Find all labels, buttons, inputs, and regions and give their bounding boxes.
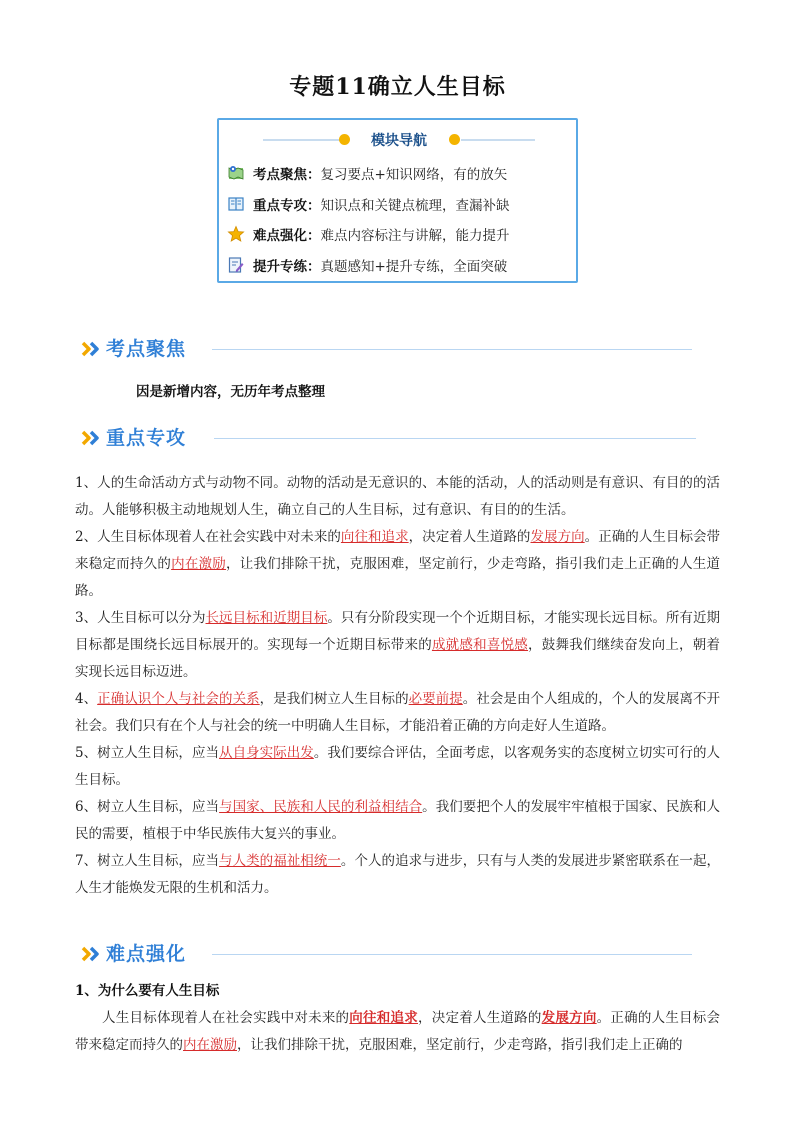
text: 人生目标体现着人在社会实践中对未来的 bbox=[102, 1010, 350, 1026]
double-chevron-icon bbox=[80, 944, 102, 964]
nav-item-key: 难点强化： bbox=[253, 228, 321, 244]
section-header-key-points bbox=[78, 421, 696, 455]
key-point-3 bbox=[75, 605, 720, 686]
section-title: 重点专攻 bbox=[106, 427, 187, 449]
highlight: 发展方向 bbox=[530, 529, 585, 545]
highlight: 内在激励 bbox=[171, 556, 227, 572]
nav-item-practice bbox=[227, 254, 507, 276]
section-divider bbox=[214, 438, 696, 439]
module-nav-box bbox=[217, 118, 578, 283]
text: ，决定着人生道路的 bbox=[408, 529, 531, 545]
key-point-7 bbox=[75, 848, 720, 902]
nav-item-key-points bbox=[227, 193, 510, 215]
nav-item-desc: 真题感知+提升专练，全面突破 bbox=[320, 259, 508, 275]
text: 。我们要把个人的发展牢牢植根于国家、民族和人民的需要，植根于中华民族伟大复兴的事业。 bbox=[75, 799, 721, 842]
key-point-4 bbox=[75, 686, 720, 740]
text: 。我们要综合评估，全面考虑，以客观务实的态度树立切实可行的人生目标。 bbox=[75, 745, 721, 788]
highlight: 与国家、民族和人民的利益相结合 bbox=[219, 799, 423, 815]
question-title: 1、为什么要有人生目标 bbox=[75, 983, 220, 999]
nav-item-desc: 难点内容标注与讲解，能力提升 bbox=[320, 228, 510, 244]
text: 1、人的生命活动方式与动物不同。动物的活动是无意识的、本能的活动，人的活动则是有意识、有目的的活动。人能够积极主动地规划人生，确立自己的人生目标，过有意识、有目的的生活。 bbox=[75, 475, 720, 518]
section-divider bbox=[212, 349, 692, 350]
double-chevron-icon bbox=[80, 428, 102, 448]
text: 。正确的人生目标会带来稳定而持久的 bbox=[75, 529, 721, 572]
text: ，让我们排除干扰，克服困难，坚定前行，少走弯路，指引我们走上正确的人生道路。 bbox=[75, 556, 721, 599]
text: ，鼓舞我们继续奋发向上，朝着实现长远目标迈进。 bbox=[75, 637, 721, 680]
text: 2、人生目标体现着人在社会实践中对未来的 bbox=[75, 529, 341, 545]
map-icon bbox=[227, 164, 245, 182]
highlight: 成就感和喜悦感 bbox=[431, 637, 529, 653]
text: 。正确的人生目标会带来稳定而持久的 bbox=[75, 1010, 721, 1053]
nav-item-key: 重点专攻： bbox=[253, 198, 321, 214]
section-title: 考点聚焦 bbox=[106, 338, 187, 360]
text: ，决定着人生道路的 bbox=[418, 1010, 542, 1026]
nav-item-focus bbox=[227, 162, 507, 184]
nav-item-desc: 知识点和关键点梳理，查漏补缺 bbox=[320, 198, 510, 214]
highlight: 必要前提 bbox=[408, 691, 463, 707]
dot-icon bbox=[339, 134, 350, 145]
section-header-focus bbox=[78, 332, 696, 366]
highlight: 向往和追求 bbox=[349, 1010, 418, 1026]
highlight: 长远目标和近期目标 bbox=[205, 610, 328, 626]
text: 3、人生目标可以分为 bbox=[75, 610, 206, 626]
nav-item-desc: 复习要点+知识网络，有的放矢 bbox=[320, 167, 508, 183]
highlight: 发展方向 bbox=[541, 1010, 597, 1026]
text: 。个人的追求与进步，只有与人类的发展进步紧密联系在一起，人生才能焕发无限的生机和活力。 bbox=[75, 853, 721, 896]
highlight: 向往和追求 bbox=[340, 529, 409, 545]
key-point-5 bbox=[75, 740, 720, 794]
question-answer bbox=[75, 1005, 720, 1059]
key-point-1 bbox=[75, 470, 720, 524]
star-icon bbox=[227, 225, 245, 243]
nav-item-key: 考点聚焦： bbox=[253, 167, 321, 183]
nav-item-key: 提升专练： bbox=[253, 259, 321, 275]
nav-item-difficult bbox=[227, 223, 510, 245]
text: 5、树立人生目标，应当 bbox=[75, 745, 220, 761]
highlight: 从自身实际出发 bbox=[219, 745, 314, 761]
page-title: 专题11确立人生目标 bbox=[289, 74, 506, 100]
text: 。只有分阶段实现一个个近期目标，才能实现长远目标。所有近期目标都是围绕长远目标展开的。实现每一个近期目标带来的 bbox=[75, 610, 721, 653]
key-point-6 bbox=[75, 794, 720, 848]
section-header-difficult bbox=[78, 937, 696, 971]
text: 。社会是由个人组成的，个人的发展离不开社会。我们只有在个人与社会的统一中明确人生目标，才能沿着正确的方向走好人生道路。 bbox=[75, 691, 721, 734]
key-point-2 bbox=[75, 524, 720, 605]
text: 7、树立人生目标，应当 bbox=[75, 853, 220, 869]
highlight: 与人类的福祉相统一 bbox=[219, 853, 341, 869]
module-nav-title: 模块导航 bbox=[371, 133, 427, 149]
double-chevron-icon bbox=[80, 339, 102, 359]
section-title: 难点强化 bbox=[106, 943, 187, 965]
section-divider bbox=[212, 954, 692, 955]
pen-paper-icon bbox=[227, 256, 245, 274]
divider bbox=[461, 139, 535, 141]
text: ，让我们排除干扰，克服困难，坚定前行，少走弯路，指引我们走上正确的 bbox=[237, 1037, 683, 1053]
highlight: 内在激励 bbox=[183, 1037, 237, 1053]
focus-note: 因是新增内容，无历年考点整理 bbox=[136, 384, 325, 400]
module-nav-header bbox=[219, 128, 576, 152]
book-icon bbox=[227, 195, 245, 213]
text: ，是我们树立人生目标的 bbox=[259, 691, 409, 707]
text: 6、树立人生目标，应当 bbox=[75, 799, 220, 815]
divider bbox=[263, 139, 345, 141]
highlight: 正确认识个人与社会的关系 bbox=[97, 691, 260, 707]
dot-icon bbox=[449, 134, 460, 145]
text: 4、 bbox=[75, 691, 98, 707]
